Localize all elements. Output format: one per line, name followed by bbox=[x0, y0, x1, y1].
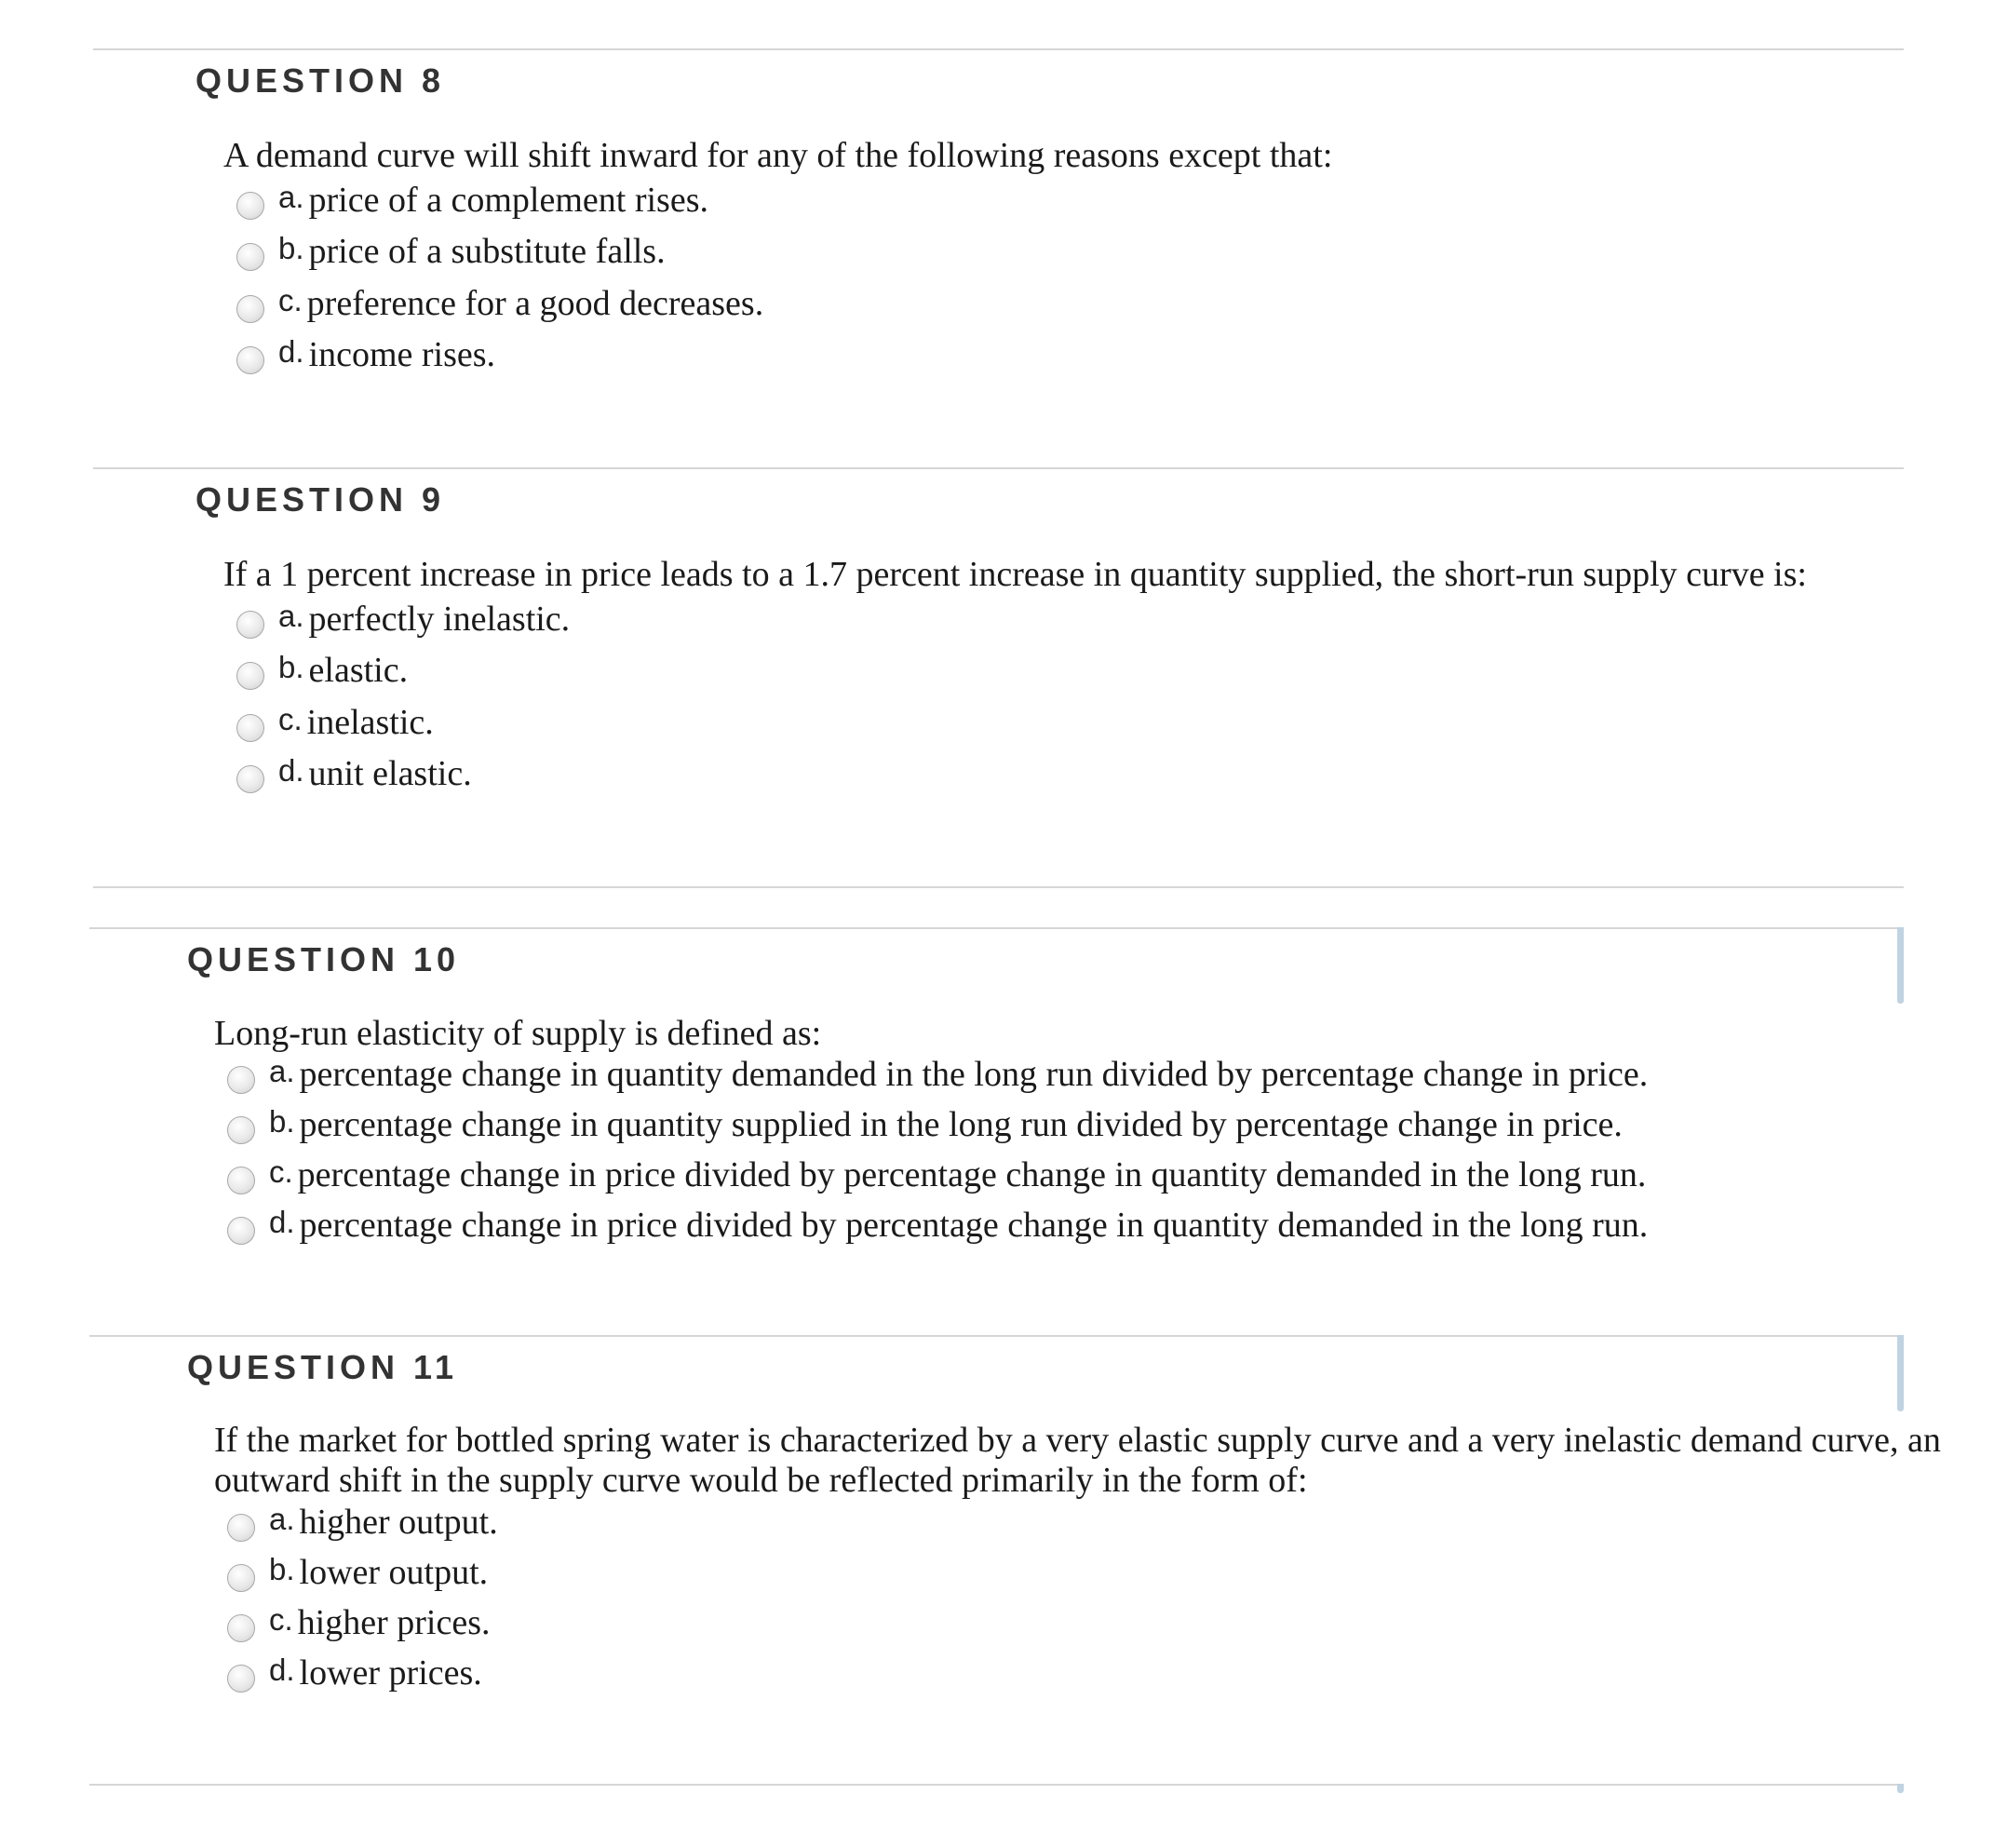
option-letter: a. bbox=[269, 1054, 295, 1088]
option-letter: b. bbox=[278, 650, 304, 684]
option-letter: b. bbox=[269, 1104, 295, 1139]
radio-button[interactable] bbox=[227, 1564, 255, 1592]
radio-button[interactable] bbox=[236, 765, 264, 793]
option-c[interactable] bbox=[236, 702, 434, 743]
option-letter: d. bbox=[278, 334, 304, 369]
divider bbox=[93, 467, 1904, 469]
divider bbox=[89, 1335, 1902, 1337]
option-label: perfectly inelastic. bbox=[308, 600, 571, 639]
radio-button[interactable] bbox=[236, 662, 264, 690]
panel-edge bbox=[1897, 1784, 1904, 1793]
divider bbox=[93, 48, 1904, 50]
option-label: lower prices. bbox=[299, 1653, 482, 1693]
option-letter: b. bbox=[278, 231, 304, 265]
question-text-line-2: outward shift in the supply curve would be reflected primarily in the form of: bbox=[214, 1461, 1308, 1500]
divider bbox=[93, 886, 1904, 888]
question-title: QUESTION 10 bbox=[187, 940, 461, 978]
option-label: price of a substitute falls. bbox=[308, 232, 666, 271]
option-b[interactable] bbox=[236, 231, 666, 272]
option-a[interactable] bbox=[236, 599, 570, 640]
option-label: inelastic. bbox=[306, 703, 434, 742]
option-a[interactable] bbox=[227, 1054, 1648, 1095]
question-text-line-1: If the market for bottled spring water is characterized by a very elastic supply curve and a very inelastic demand curve, an bbox=[214, 1421, 1941, 1460]
radio-button[interactable] bbox=[236, 192, 264, 220]
panel-edge bbox=[1897, 927, 1904, 1004]
question-text: Long-run elasticity of supply is defined as: bbox=[214, 1014, 822, 1053]
option-letter: c. bbox=[269, 1154, 293, 1189]
option-d[interactable] bbox=[227, 1652, 482, 1693]
option-letter: d. bbox=[278, 753, 304, 788]
option-c[interactable] bbox=[227, 1602, 490, 1643]
option-label: higher prices. bbox=[297, 1603, 491, 1642]
option-letter: c. bbox=[278, 702, 303, 736]
option-label: percentage change in quantity supplied in the long run divided by percentage change in price. bbox=[299, 1105, 1623, 1144]
option-label: income rises. bbox=[308, 335, 496, 374]
option-label: percentage change in price divided by percentage change in quantity demanded in the long run. bbox=[299, 1206, 1649, 1245]
radio-button[interactable] bbox=[227, 1066, 255, 1094]
option-label: elastic. bbox=[308, 651, 409, 690]
radio-button[interactable] bbox=[236, 295, 264, 323]
question-title: QUESTION 9 bbox=[195, 480, 446, 519]
radio-button[interactable] bbox=[236, 611, 264, 639]
option-a[interactable] bbox=[236, 180, 708, 221]
option-label: lower output. bbox=[299, 1553, 489, 1592]
radio-button[interactable] bbox=[227, 1217, 255, 1245]
panel-edge bbox=[1897, 1335, 1904, 1411]
option-letter: d. bbox=[269, 1205, 295, 1239]
question-title: QUESTION 11 bbox=[187, 1348, 459, 1386]
option-letter: b. bbox=[269, 1552, 295, 1586]
radio-button[interactable] bbox=[236, 714, 264, 742]
option-d[interactable] bbox=[236, 753, 472, 794]
radio-button[interactable] bbox=[227, 1116, 255, 1144]
radio-button[interactable] bbox=[227, 1167, 255, 1194]
radio-button[interactable] bbox=[236, 243, 264, 271]
option-label: preference for a good decreases. bbox=[306, 284, 764, 323]
divider bbox=[89, 1784, 1902, 1786]
option-label: unit elastic. bbox=[308, 754, 472, 793]
option-letter: d. bbox=[269, 1652, 295, 1687]
option-a[interactable] bbox=[227, 1502, 498, 1543]
divider bbox=[89, 927, 1902, 929]
option-b[interactable] bbox=[227, 1552, 488, 1593]
option-b[interactable] bbox=[227, 1104, 1623, 1145]
option-letter: a. bbox=[269, 1502, 295, 1536]
option-label: percentage change in quantity demanded in the long run divided by percentage change in price. bbox=[299, 1055, 1649, 1094]
radio-button[interactable] bbox=[227, 1514, 255, 1542]
option-b[interactable] bbox=[236, 650, 408, 691]
option-d[interactable] bbox=[236, 334, 495, 375]
option-c[interactable] bbox=[236, 283, 763, 324]
option-letter: a. bbox=[278, 599, 304, 633]
option-label: price of a complement rises. bbox=[308, 181, 708, 220]
radio-button[interactable] bbox=[236, 346, 264, 374]
option-label: higher output. bbox=[299, 1503, 498, 1542]
radio-button[interactable] bbox=[227, 1614, 255, 1642]
question-text: A demand curve will shift inward for any of the following reasons except that: bbox=[223, 136, 1333, 175]
option-label: percentage change in price divided by percentage change in quantity demanded in the long run. bbox=[297, 1155, 1647, 1194]
question-text: If a 1 percent increase in price leads to a 1.7 percent increase in quantity supplied, the short-run supply curve is: bbox=[223, 555, 1807, 594]
option-letter: a. bbox=[278, 180, 304, 214]
option-letter: c. bbox=[269, 1602, 293, 1637]
radio-button[interactable] bbox=[227, 1665, 255, 1693]
question-title: QUESTION 8 bbox=[195, 61, 446, 100]
option-d[interactable] bbox=[227, 1205, 1648, 1246]
option-letter: c. bbox=[278, 283, 303, 317]
option-c[interactable] bbox=[227, 1154, 1646, 1195]
